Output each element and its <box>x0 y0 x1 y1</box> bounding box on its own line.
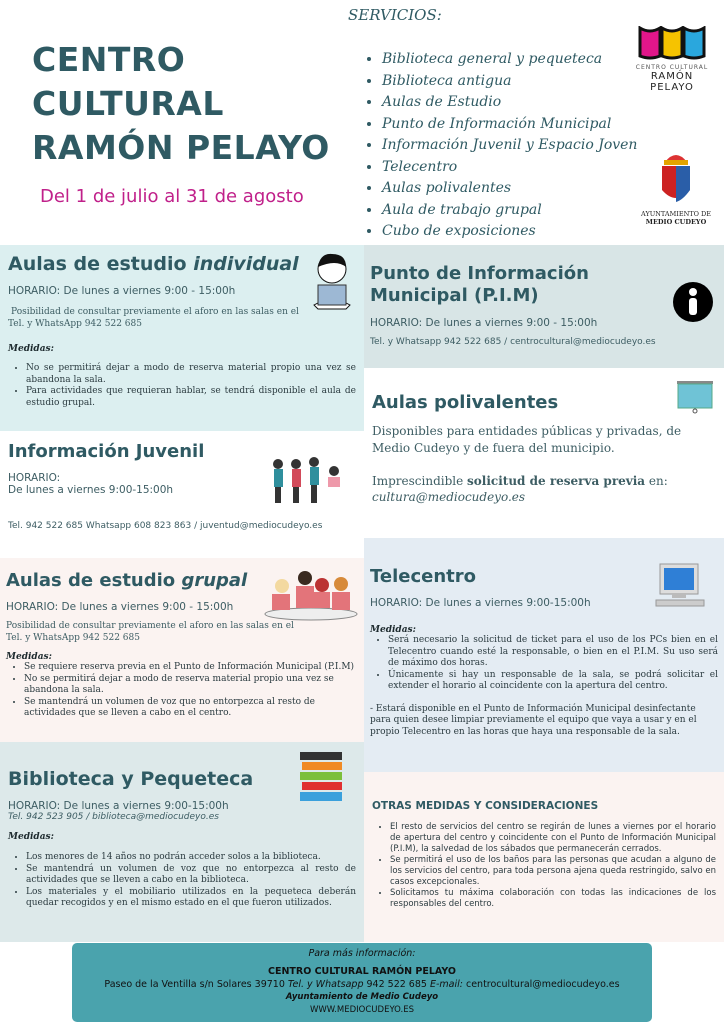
list-item: • Se mantendrá un volumen de voz que no entorpezca al resto de actividades que se lleven a cabo en el centro. <box>24 697 358 720</box>
section-aulas-polivalentes <box>364 368 724 538</box>
list-item: • Se mantendrá un volumen de voz que no entorpezca al resto de actividades que se lleven a cabo en la biblioteca. <box>26 864 356 887</box>
phone: Tel. y WhatsApp 942 522 685 <box>6 632 140 643</box>
reservation-text <box>372 473 716 490</box>
page-title <box>32 38 330 170</box>
aforo-text: Posibilidad de consultar previamente el aforo en las salas en el <box>11 307 299 317</box>
footer-ayto: Ayuntamiento de Medio Cudeyo <box>285 992 439 1002</box>
list-item: • Únicamente si hay un responsable de la sala, se podrá solicitar el extender el horario al coincidente con la apertura del centro. <box>388 670 718 693</box>
section-title <box>8 253 356 275</box>
projector-screen-icon <box>676 380 714 414</box>
reservation-bold: solicitud de reserva previa <box>467 474 646 488</box>
medidas-text: Medidas <box>6 652 49 662</box>
service-item: • Punto de Información Municipal <box>382 114 637 136</box>
note: - Estará disponible en el Punto de Información Municipal desinfectante para quien desee limpiar previamente el equipo que vaya a usar y en el propio Telecentro en las horas que haya una responsable de la sala. <box>370 703 697 737</box>
section-aulas-grupal <box>0 558 364 742</box>
section-informacion-juvenil <box>0 431 364 558</box>
title-emphasis: grupal <box>181 570 248 591</box>
logo-text: AYUNTAMIENTO DE <box>641 210 711 218</box>
contact: Tel. 942 522 685 Whatsapp 608 823 863 / juventud@mediocudeyo.es <box>8 521 323 531</box>
description: Disponibles para entidades públicas y privadas, de Medio Cudeyo y de fuera del municipio. <box>372 424 682 455</box>
service-item: • Aulas polivalentes <box>382 178 637 200</box>
section-title: Aulas polivalentes <box>372 392 559 413</box>
medidas-text: Medidas <box>8 344 51 354</box>
footer-intro: Para más información: <box>308 948 416 959</box>
list-item: • El resto de servicios del centro se regirán de lunes a viernes por el horario de apertura del centro y coincidente con el Punto de Información Municipal (P.I.M), la salvedad de los sábados que permanecerán cerrados. <box>390 822 716 855</box>
info-icon <box>672 281 714 323</box>
group-study-icon <box>262 570 360 622</box>
list-item: • Los materiales y el mobiliario utilizados en la pequeteca deberán quedar recogidos y en el mismo estado en el que fueron utilizados. <box>26 887 356 910</box>
email-link[interactable]: cultura@mediocudeyo.es <box>372 490 526 504</box>
list-item: • Se permitirá el uso de los baños para las personas que acudan a alguno de los servicios del centro, para toda persona ajena queda restringido, salvo en casos excepcionales. <box>390 855 716 888</box>
medidas-text: Medidas <box>370 625 413 635</box>
centro-cultural-logo <box>632 26 712 93</box>
section-aulas-individual <box>0 245 364 431</box>
medidas-label: Medidas: <box>8 832 54 842</box>
horario: HORARIO: <box>8 472 61 484</box>
service-item: • Aula de trabajo grupal <box>382 200 637 222</box>
medidas-label: Medidas: <box>370 625 416 635</box>
title-text: Aulas de estudio <box>6 570 182 591</box>
reading-child-icon <box>306 251 358 311</box>
young-people-icon <box>268 457 348 505</box>
dates: Del 1 de julio al 31 de agosto <box>40 186 304 207</box>
section-title: Biblioteca y Pequeteca <box>8 768 254 790</box>
medidas-label: Medidas: <box>6 652 52 662</box>
service-item: • Información Juvenil y Espacio Joven <box>382 135 637 157</box>
service-item: • Aulas de Estudio <box>382 92 637 114</box>
title-line: CULTURAL <box>32 84 224 123</box>
section-title: Información Juvenil <box>8 441 205 462</box>
tel-label: Tel. y Whatsapp <box>287 979 364 990</box>
logo-shapes-icon <box>638 26 706 60</box>
footer-info <box>72 943 652 1022</box>
service-item: • Cubo de exposiciones <box>382 221 637 243</box>
contact: Tel. y Whatsapp 942 522 685 / centrocultural@mediocudeyo.es <box>370 337 656 347</box>
section-otras-medidas <box>364 772 724 942</box>
horario: HORARIO: De lunes a viernes 9:00-15:00h <box>370 597 591 609</box>
service-item: • Biblioteca general y pequeteca <box>382 49 637 71</box>
horario: HORARIO: De lunes a viernes 9:00 - 15:00h <box>6 601 234 613</box>
service-item: • Telecentro <box>382 157 637 179</box>
services-title: SERVICIOS: <box>348 6 442 24</box>
service-item: • Biblioteca antigua <box>382 71 637 93</box>
list-item: • Será necesario la solicitud de ticket para el uso de los PCs bien en el Telecentro cuando esté la responsable, o bien en el P.I.M. Su uso será de máximo dos horas. <box>388 635 718 670</box>
horario: HORARIO: De lunes a viernes 9:00 - 15:00h <box>370 317 598 329</box>
list-item: • No se permitirá dejar a modo de reserva material propio una vez se abandona la sala. <box>24 674 358 697</box>
title-line: RAMÓN PELAYO <box>32 128 330 167</box>
logo-text: CENTRO CULTURAL <box>635 64 709 71</box>
section-pim <box>364 245 724 368</box>
section-title: Punto de Información Municipal (P.I.M) <box>370 263 589 306</box>
list-item: • Se requiere reserva previa en el Punto de Información Municipal (P.I.M) <box>24 662 358 674</box>
horario: HORARIO: De lunes a viernes 9:00-15:00h <box>8 800 229 812</box>
email-label: E-mail: <box>429 979 463 990</box>
list-item: • Para actividades que requieran hablar, se tendrá disponible el aula de estudio grupal. <box>26 386 356 409</box>
section-biblioteca <box>0 742 364 942</box>
list-item: • No se permitirá dejar a modo de reserva material propio una vez se abandona la sala. <box>26 363 356 386</box>
title-line: CENTRO <box>32 40 186 79</box>
section-title: Telecentro <box>370 566 477 587</box>
address: Paseo de la Ventilla s/n Solares 39710 <box>104 979 288 990</box>
services-list <box>364 49 637 243</box>
computer-icon <box>654 562 706 608</box>
contact: Tel. 942 523 905 / biblioteca@mediocudeyo.es <box>8 812 219 822</box>
books-stack-icon <box>298 752 344 804</box>
horario-dias: De lunes a viernes 9:00-15:00h <box>8 484 174 496</box>
section-title: OTRAS MEDIDAS Y CONSIDERACIONES <box>372 800 599 812</box>
footer-contact <box>72 978 652 991</box>
reservation-post: en: <box>645 474 668 488</box>
horario: HORARIO: De lunes a viernes 9:00 - 15:00h <box>8 285 236 297</box>
list-item: • Solicitamos tu máxima colaboración con todas las indicaciones de los responsables del centro. <box>390 888 716 910</box>
reservation-pre: Imprescindible <box>372 474 468 488</box>
medidas-label: Medidas: <box>8 344 54 354</box>
title-emphasis: individual <box>193 253 299 275</box>
ayuntamiento-logo <box>636 148 716 226</box>
logo-text: MEDIO CUDEYO <box>645 218 707 226</box>
aforo-text: Posibilidad de consultar previamente el aforo en las salas en el <box>6 621 294 631</box>
title-text: Aulas de estudio <box>8 253 194 275</box>
phone: 942 522 685 <box>363 979 430 990</box>
logo-text: RAMÓN PELAYO <box>650 71 694 93</box>
footer-name: CENTRO CULTURAL RAMÓN PELAYO <box>267 966 456 977</box>
section-telecentro <box>364 538 724 772</box>
list-item: • Los menores de 14 años no podrán acceder solos a la biblioteca. <box>26 852 356 864</box>
phone: Tel. y WhatsApp 942 522 685 <box>8 318 142 329</box>
coat-of-arms-icon <box>659 148 693 206</box>
website-link[interactable]: WWW.MEDIOCUDEYO.ES <box>309 1005 414 1015</box>
email-link[interactable]: centrocultural@mediocudeyo.es <box>462 979 620 990</box>
